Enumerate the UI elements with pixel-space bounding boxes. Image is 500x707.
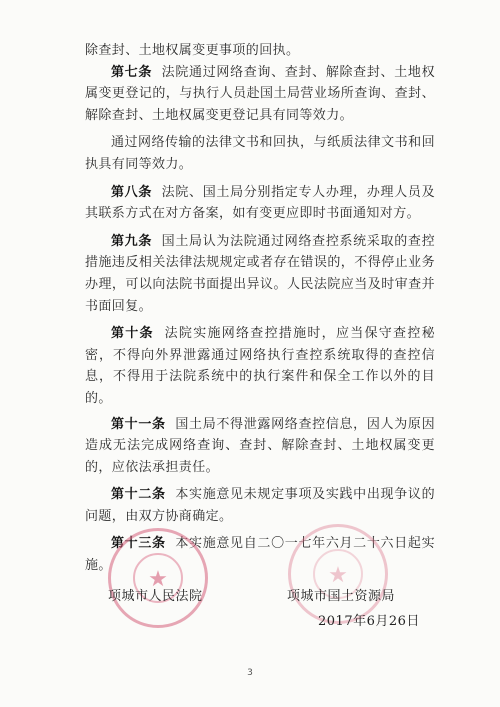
article-number: 第七条: [111, 64, 153, 80]
article-number: 第八条: [111, 184, 153, 200]
land-bureau-seal: [288, 524, 388, 624]
paragraph-article-12: [85, 484, 435, 527]
article-number: 第九条: [111, 233, 153, 249]
paragraph-text: 法院、国土局分别指定专人办理，办理人员及其联系方式在对方备案，如有变更应即时书面通知对方。: [85, 184, 435, 222]
paragraph-text: 通过网络传输的法律文书和回执，与纸质法律文书和回执具有同等效力。: [85, 135, 435, 172]
paragraph-text: 法院通过网络查询、查封、解除查封、土地权属变更登记的，与执行人员赴国土局营业场所查询、查封、解除查封、土地权属变更登记具有同等效力。: [85, 64, 435, 123]
paragraph-article-10: [85, 323, 435, 409]
article-number: 第十一条: [111, 416, 166, 432]
signature-date: 2017年6月26日: [318, 614, 420, 629]
document-body: [85, 40, 435, 577]
seal-star-icon: ★: [328, 563, 348, 588]
paragraph-text: 国土局不得泄露网络查控信息，因人为原因造成无法完成网络查询、查封、解除查封、土地权属变更的，应依法承担责任。: [85, 416, 435, 475]
paragraph-article-11: [85, 414, 435, 479]
paragraph-text: 本实施意见自二〇一七年六月二十六日起实施。: [85, 536, 435, 574]
paragraph-text: 本实施意见未规定事项及实践中出现争议的问题，由双方协商确定。: [85, 487, 435, 524]
article-number: 第十二条: [111, 487, 166, 503]
paragraph-text: 法院实施网络查控措施时，应当保守查控秘密，不得向外界泄露通过网络执行查控系统取得的查控信息，不得用于法院系统中的执行案件和保全工作以外的目的。: [85, 326, 435, 406]
paragraph: [85, 132, 435, 175]
paragraph-text: 国土局认为法院通过网络查控系统采取的查控措施违反相关法律法规规定或者存在错误的，不得停止业务办理，可以向法院书面提出异议。人民法院应当及时审查并书面回复。: [85, 233, 435, 314]
paragraph: [85, 40, 435, 62]
seal-star-icon: ★: [148, 567, 168, 592]
paragraph-text: 除查封、土地权属变更事项的回执。: [85, 43, 300, 58]
paragraph-article-7: [85, 62, 435, 127]
court-seal: [108, 528, 208, 628]
paragraph-article-9: [85, 231, 435, 317]
signature-court: 项城市人民法院: [108, 589, 203, 604]
paragraph-article-8: [85, 182, 435, 225]
page-number: 3: [247, 668, 253, 678]
article-number: 第十条: [111, 326, 154, 342]
signature-land-bureau: 项城市国土资源局: [287, 589, 396, 604]
article-number: 第十三条: [111, 536, 166, 552]
